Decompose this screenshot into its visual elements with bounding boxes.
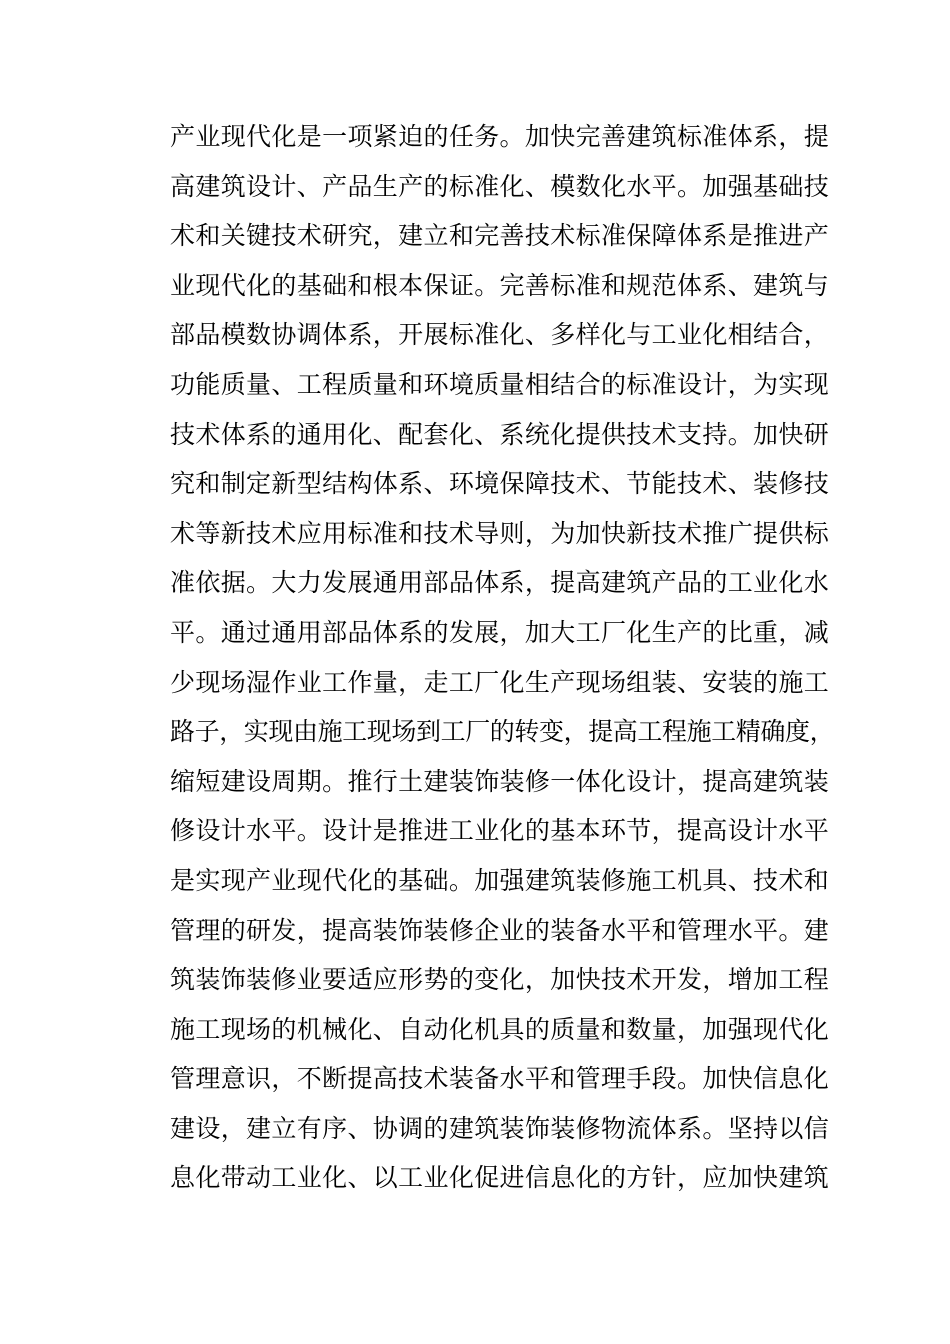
- text-line: 是实现产业现代化的基础。加强建筑装修施工机具、技术和: [170, 865, 830, 895]
- text-line: 息化带动工业化、以工业化促进信息化的方针，应加快建筑: [170, 1163, 830, 1193]
- text-line: 功能质量、工程质量和环境质量相结合的标准设计，为实现: [170, 369, 830, 399]
- text-line: 少现场湿作业工作量，走工厂化生产现场组装、安装的施工: [170, 667, 830, 697]
- text-line: 产业现代化是一项紧迫的任务。加快完善建筑标准体系，提: [170, 122, 830, 151]
- text-line: 管理的研发，提高装饰装修企业的装备水平和管理水平。建: [170, 915, 830, 945]
- body-paragraph: [170, 112, 835, 1203]
- text-line: 业现代化的基础和根本保证。完善标准和规范体系、建筑与: [170, 270, 830, 300]
- text-line: 筑装饰装修业要适应形势的变化，加快技术开发，增加工程: [170, 965, 830, 995]
- text-line: 究和制定新型结构体系、环境保障技术、节能技术、装修技: [170, 469, 830, 499]
- text-line: 路子，实现由施工现场到工厂的转变，提高工程施工精确度，: [170, 717, 835, 747]
- text-line: 修设计水平。设计是推进工业化的基本环节，提高设计水平: [170, 816, 830, 846]
- text-line: 部品模数协调体系，开展标准化、多样化与工业化相结合，: [170, 320, 830, 350]
- text-line: 平。通过通用部品体系的发展，加大工厂化生产的比重，减: [170, 617, 830, 647]
- text-line: 术和关键技术研究，建立和完善技术标准保障体系是推进产: [170, 221, 830, 251]
- text-line: 建设，建立有序、协调的建筑装饰装修物流体系。坚持以信: [170, 1113, 830, 1143]
- text-line: 管理意识，不断提高技术装备水平和管理手段。加快信息化: [170, 1064, 830, 1094]
- text-line: 缩短建设周期。推行土建装饰装修一体化设计，提高建筑装: [170, 766, 830, 796]
- text-line: 施工现场的机械化、自动化机具的质量和数量，加强现代化: [170, 1014, 830, 1044]
- text-line: 技术体系的通用化、配套化、系统化提供技术支持。加快研: [170, 419, 830, 449]
- text-line: 术等新技术应用标准和技术导则，为加快新技术推广提供标: [170, 518, 830, 548]
- text-line: 高建筑设计、产品生产的标准化、模数化水平。加强基础技: [170, 171, 830, 201]
- text-line: 准依据。大力发展通用部品体系，提高建筑产品的工业化水: [170, 568, 830, 598]
